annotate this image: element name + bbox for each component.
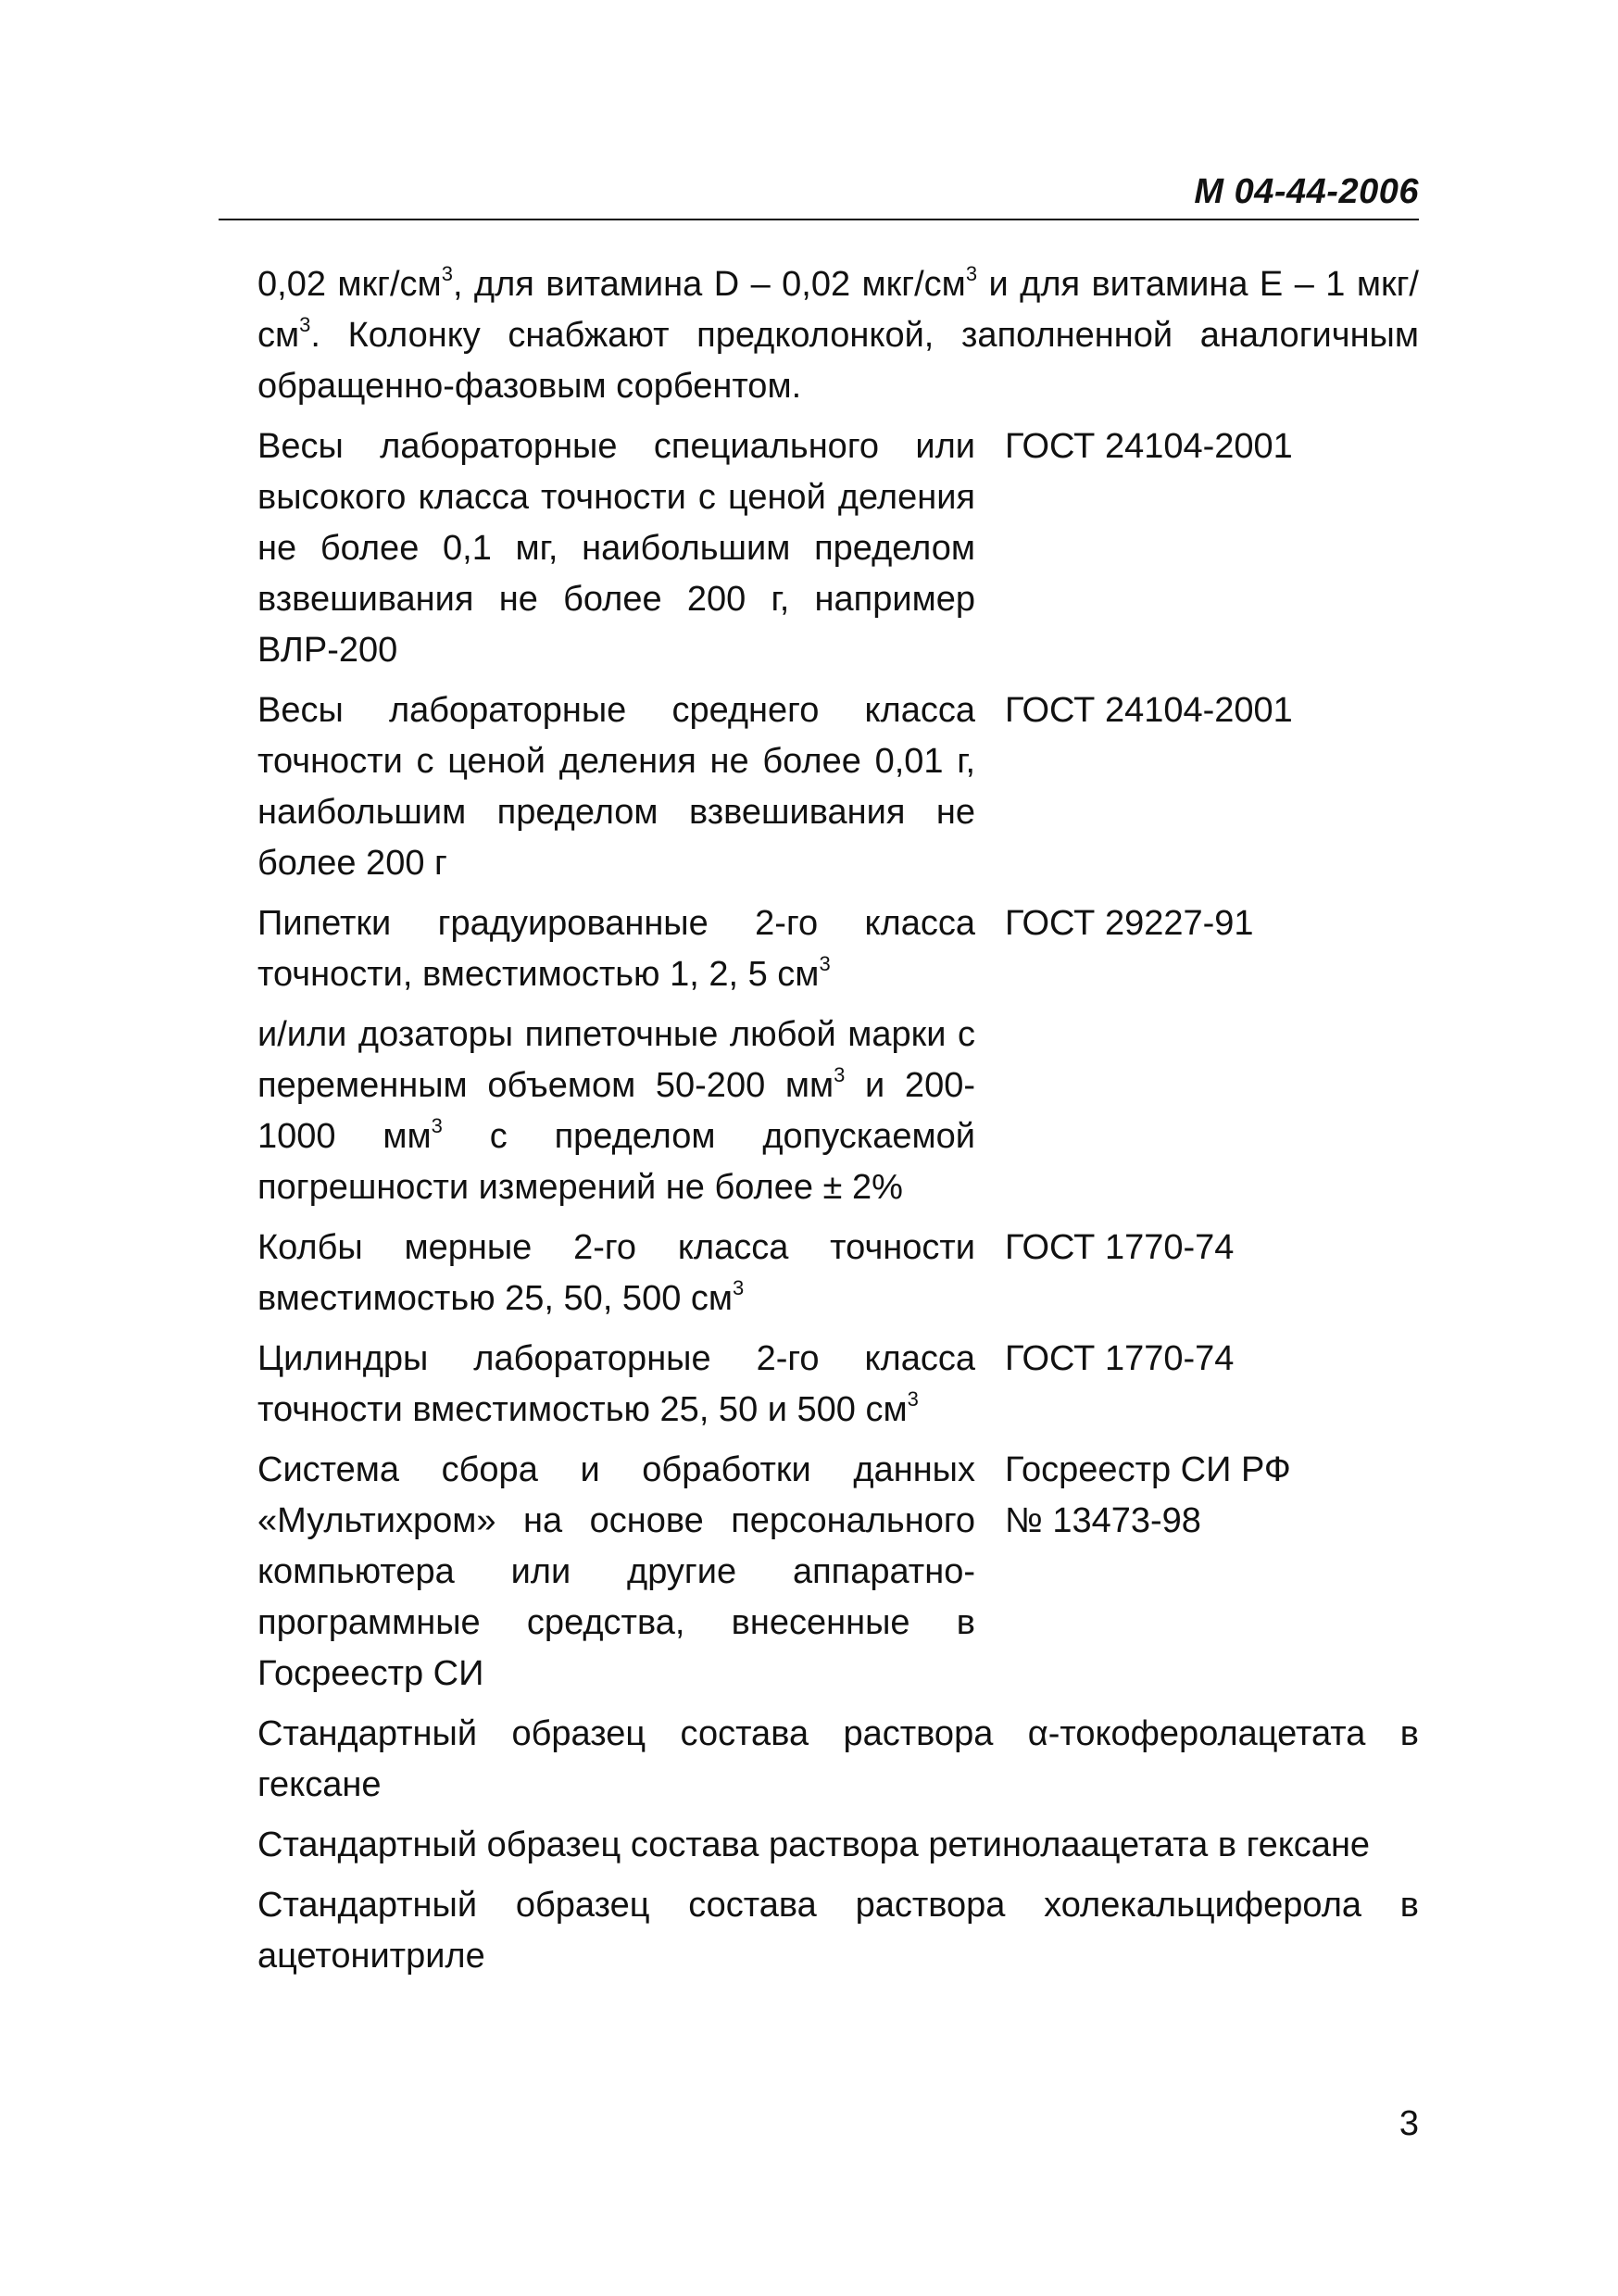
equipment-description: Весы лабораторные специального или высокого класса точности с ценой деления не более 0,1 мг, наибольшим пределом взвешивания не более 200 г, например ВЛР-200 (257, 427, 975, 670)
equipment-standard: ГОСТ 1770-74 (1005, 1339, 1235, 1378)
superscript: 3 (299, 313, 311, 336)
intro-paragraph (257, 259, 1419, 412)
equipment-description: Весы лабораторные среднего класса точности с ценой деления не более 0,01 г, наибольшим пределом взвешивания не более 200 г (257, 691, 975, 883)
equipment-standard: ГОСТ 1770-74 (1005, 1228, 1235, 1267)
registry-number: № 13473-98 (1005, 1501, 1201, 1540)
equipment-row (257, 1223, 1419, 1324)
page-content (257, 259, 1419, 1991)
continuation-text-2: и 200-1000 мм (257, 1066, 975, 1156)
superscript: 3 (907, 1387, 919, 1411)
continuation-text-3: с пределом допускаемой погрешности измерений не более ± 2% (257, 1117, 976, 1207)
superscript: 3 (431, 1114, 443, 1137)
superscript: 3 (834, 1063, 846, 1086)
superscript: 3 (819, 952, 831, 975)
reference-sample: Стандартный образец состава раствора холекальциферола в ацетонитриле (257, 1886, 1419, 1976)
equipment-standard: ГОСТ 29227-91 (1005, 904, 1254, 943)
superscript: 3 (441, 262, 453, 285)
equipment-description-block (257, 898, 975, 1213)
superscript: 3 (733, 1276, 745, 1299)
header-rule (219, 219, 1419, 220)
equipment-row (257, 1445, 1419, 1700)
intro-text-3: и для витамина Е – 1 мкг/см (257, 265, 1419, 355)
reference-sample: Стандартный образец состава раствора ретинолаацетата в гексане (257, 1826, 1371, 1864)
equipment-standard-block (975, 1445, 1419, 1700)
intro-text-2: , для витамина D – 0,02 мкг/см (452, 265, 966, 304)
intro-text-4: . Колонку снабжают предколонкой, заполненной аналогичным обращенно-фазовым сорбентом. (257, 316, 1419, 406)
equipment-description: Система сбора и обработки данных «Мультихром» на основе персонального компьютера или другие аппаратно-программные средства, внесенные в Госреестр СИ (257, 1450, 975, 1693)
equipment-description: Пипетки градуированные 2-го класса точности, вместимостью 1, 2, 5 см (257, 904, 975, 994)
equipment-description: Цилиндры лабораторные 2-го класса точности вместимостью 25, 50 и 500 см (257, 1339, 975, 1429)
equipment-standard: ГОСТ 24104-2001 (1005, 691, 1293, 730)
page-number: 3 (1399, 2104, 1419, 2143)
continuation-text-1: и/или дозаторы пипеточные любой марки с переменным объемом 50-200 мм (257, 1015, 975, 1105)
equipment-row (257, 1334, 1419, 1436)
reference-sample: Стандартный образец состава раствора α-токоферолацетата в гексане (257, 1714, 1419, 1804)
superscript: 3 (965, 262, 978, 285)
intro-text-1: 0,02 мкг/см (257, 265, 442, 304)
registry-name: Госреестр СИ РФ (1005, 1450, 1291, 1489)
equipment-description-block (257, 1223, 975, 1324)
equipment-row (257, 898, 1419, 1213)
document-code: М 04-44-2006 (1194, 172, 1419, 211)
equipment-description-block (257, 1334, 975, 1436)
equipment-standard: ГОСТ 24104-2001 (1005, 427, 1293, 466)
equipment-row (257, 685, 1419, 889)
equipment-description: Колбы мерные 2-го класса точности вместимостью 25, 50, 500 см (257, 1228, 975, 1318)
equipment-row (257, 421, 1419, 676)
equipment-description-continuation (257, 1010, 975, 1213)
